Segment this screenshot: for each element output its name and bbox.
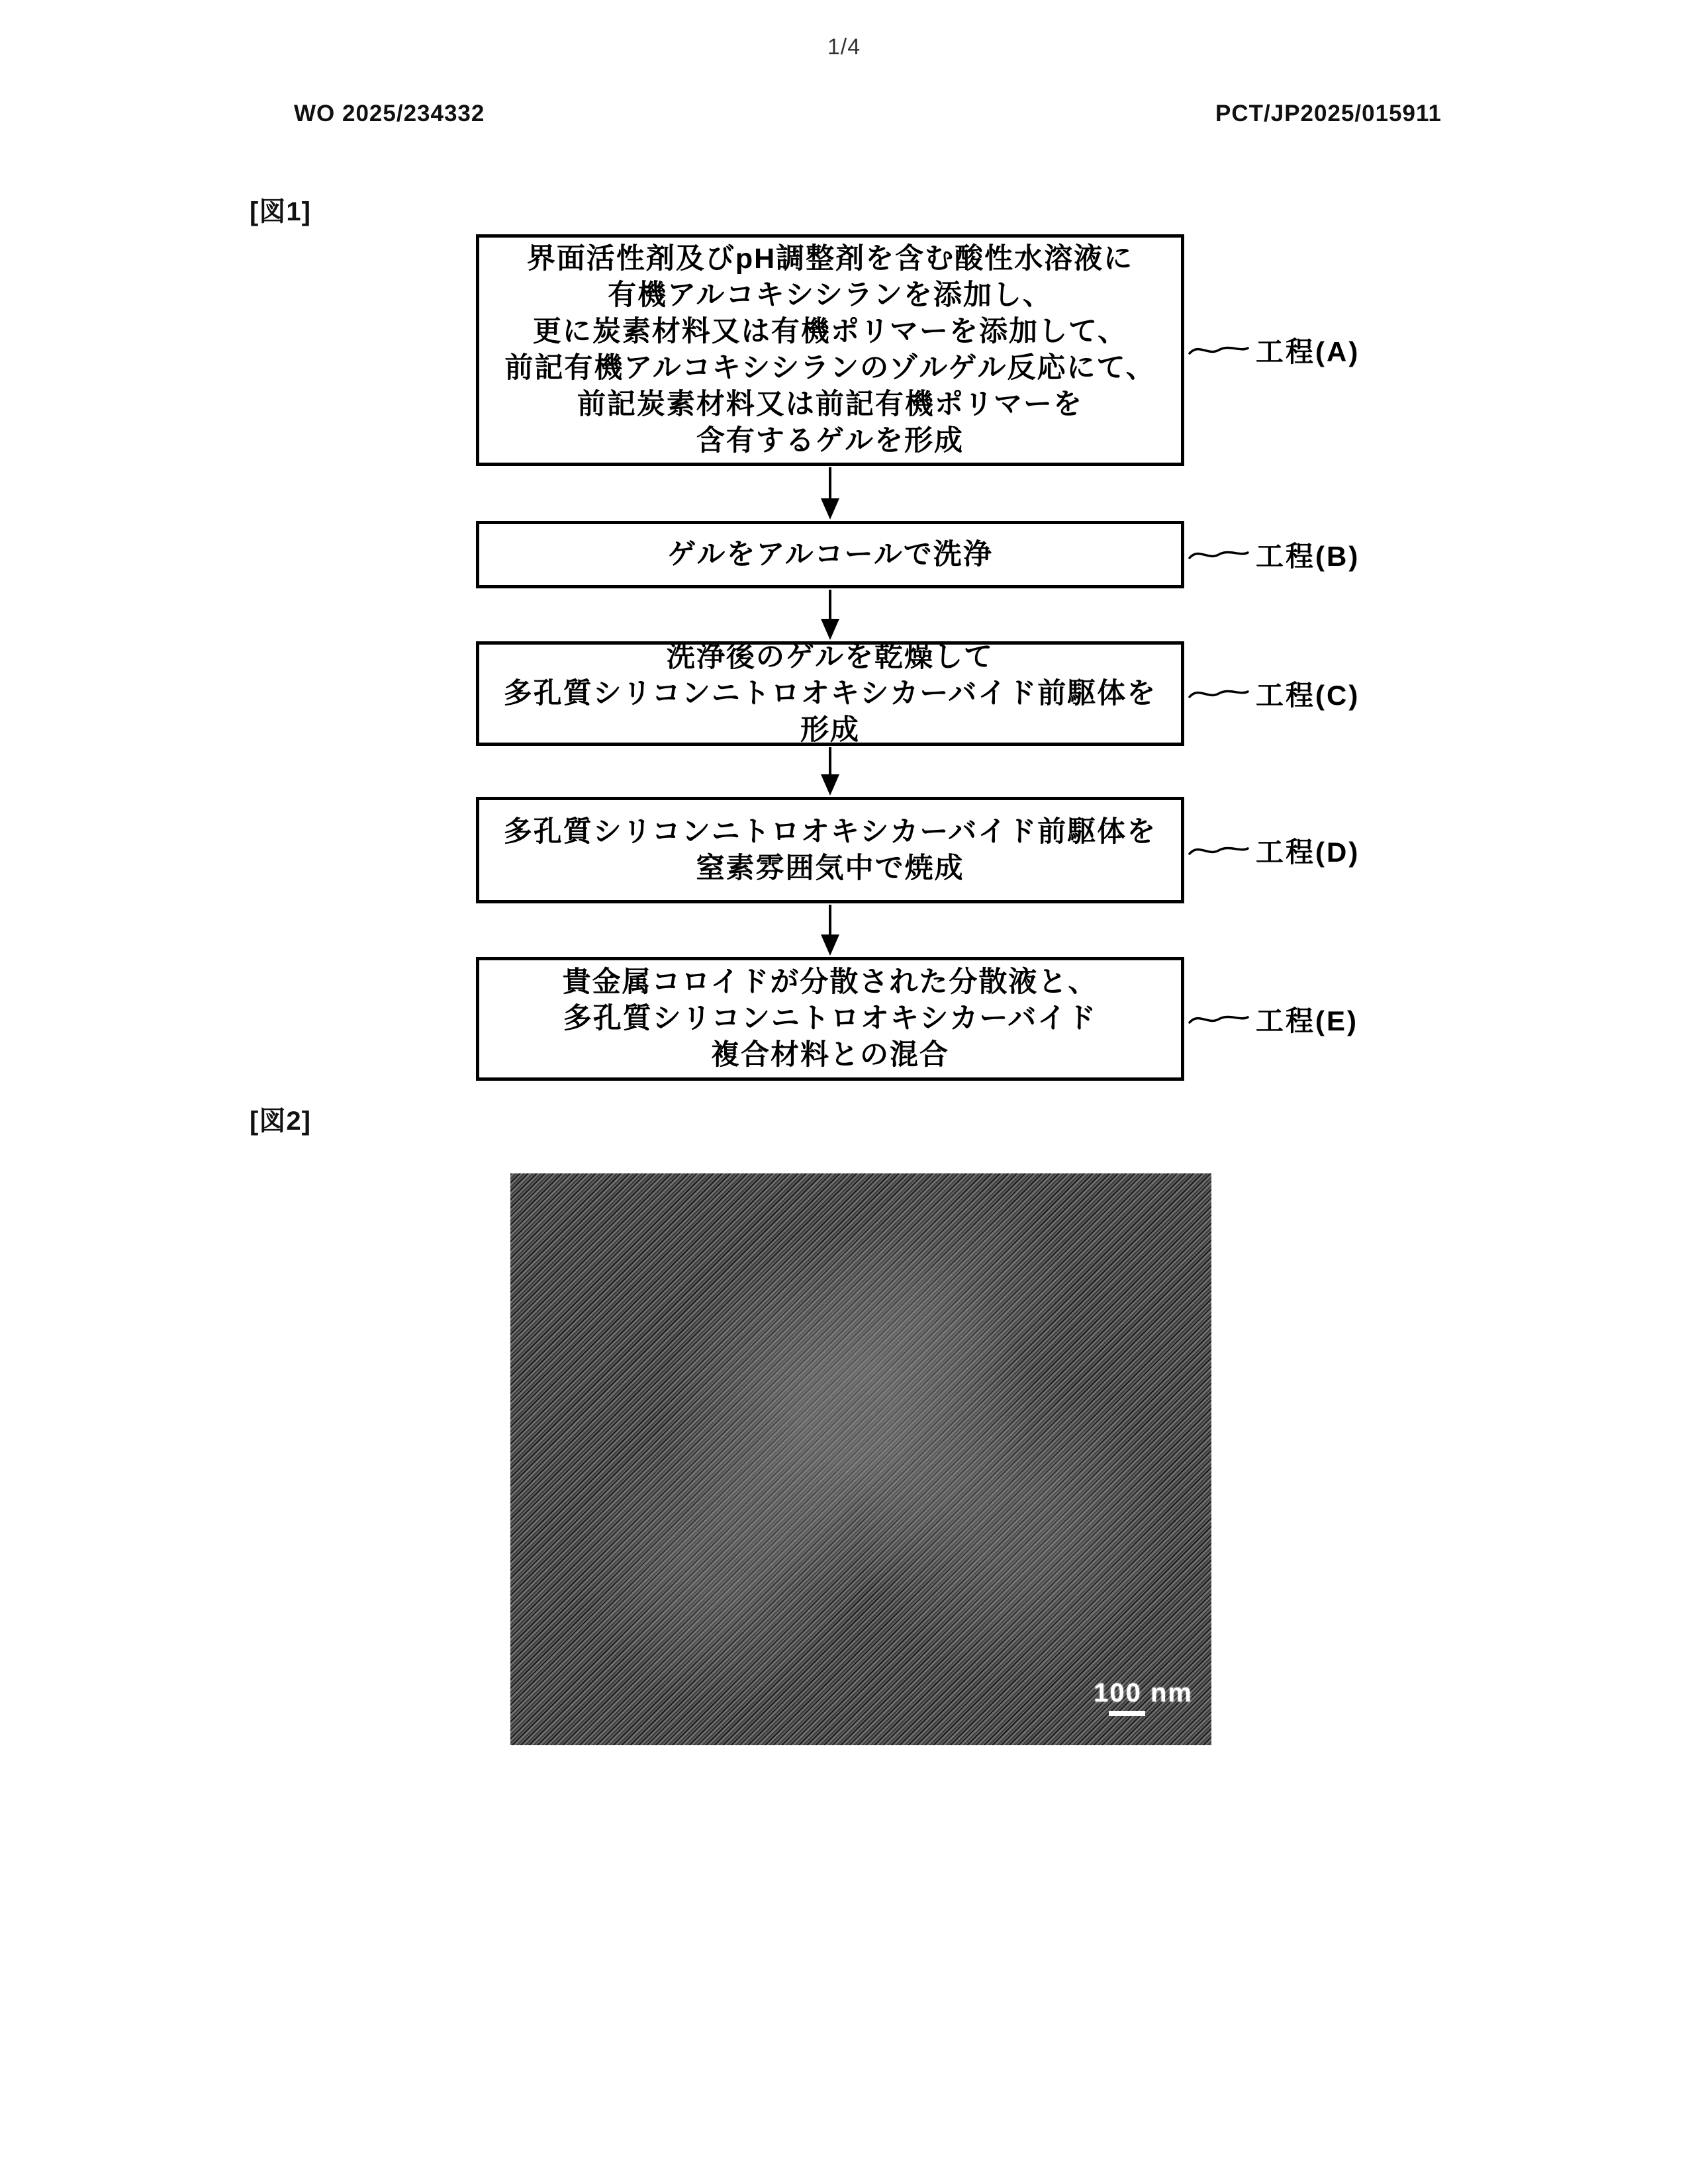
step-tag-a: [1188, 330, 1360, 370]
flow-arrow-icon: [821, 467, 839, 520]
flow-arrow-head: [821, 934, 839, 956]
scale-bar-label: 100 nm: [1094, 1678, 1193, 1707]
figure2-label: [図2]: [250, 1107, 311, 1136]
step-tag-c: [1188, 674, 1360, 713]
scale-bar: [1109, 1711, 1145, 1716]
flow-arrow-icon: [821, 747, 839, 796]
flowchart-box-step-a-text: 界面活性剤及びpH調整剤を含む酸性水溶液に 有機アルコキシシランを添加し、 更に炭素材料又は有機ポリマーを添加して、 前記有機アルコキシシランのゾルゲル反応にて、 前記炭素材料又は前記有機ポリマーを 含有するゲルを形成: [504, 243, 1156, 457]
flowchart-box-step-b-text: ゲルをアルコールで洗浄: [667, 538, 993, 570]
micrograph-noise-texture: [510, 1173, 1211, 1745]
flow-arrow-stem: [829, 747, 831, 774]
step-tag-d: [1188, 831, 1360, 870]
step-tag-b: [1188, 535, 1360, 574]
flowchart-box-step-b: [476, 521, 1184, 588]
figure1-label: [図1]: [250, 197, 311, 226]
tilde-connector-icon: [1188, 339, 1249, 361]
step-tag-b-label: 工程(B): [1256, 541, 1360, 572]
step-tag-e-label: 工程(E): [1256, 1005, 1358, 1036]
flow-arrow-stem: [829, 590, 831, 619]
flow-arrow-icon: [821, 905, 839, 956]
tilde-connector-icon: [1188, 839, 1249, 862]
flowchart-box-step-d-text: 多孔質シリコンニトロオキシカーバイド前駆体を 窒素雰囲気中で焼成: [503, 815, 1157, 884]
flowchart-box-step-d: [476, 797, 1184, 903]
flowchart-box-step-c-text: 洗浄後のゲルを乾燥して 多孔質シリコンニトロオキシカーバイド前駆体を 形成: [503, 641, 1157, 746]
flowchart-box-step-a: [476, 234, 1184, 466]
tilde-connector-icon: [1188, 1008, 1249, 1030]
flow-arrow-stem: [829, 905, 831, 934]
flow-arrow-head: [821, 498, 839, 520]
flow-arrow-stem: [829, 467, 831, 498]
flowchart-box-step-c: [476, 641, 1184, 746]
tilde-connector-icon: [1188, 682, 1249, 705]
tem-micrograph-image: [510, 1173, 1211, 1745]
step-tag-d-label: 工程(D): [1256, 837, 1360, 868]
flowchart-box-step-e-text: 貴金属コロイドが分散された分散液と、 多孔質シリコンニトロオキシカーバイド 複合材料との混合: [562, 966, 1098, 1071]
flowchart-box-step-e: [476, 957, 1184, 1081]
publication-number-right: PCT/JP2025/015911: [1215, 101, 1442, 126]
page-number: 1/4: [827, 34, 861, 60]
publication-number-left: WO 2025/234332: [294, 101, 485, 126]
flow-arrow-icon: [821, 590, 839, 640]
flow-arrow-head: [821, 619, 839, 640]
step-tag-c-label: 工程(C): [1256, 680, 1360, 711]
step-tag-a-label: 工程(A): [1256, 336, 1360, 367]
tilde-connector-icon: [1188, 543, 1249, 566]
flow-arrow-head: [821, 774, 839, 796]
step-tag-e: [1188, 999, 1358, 1039]
